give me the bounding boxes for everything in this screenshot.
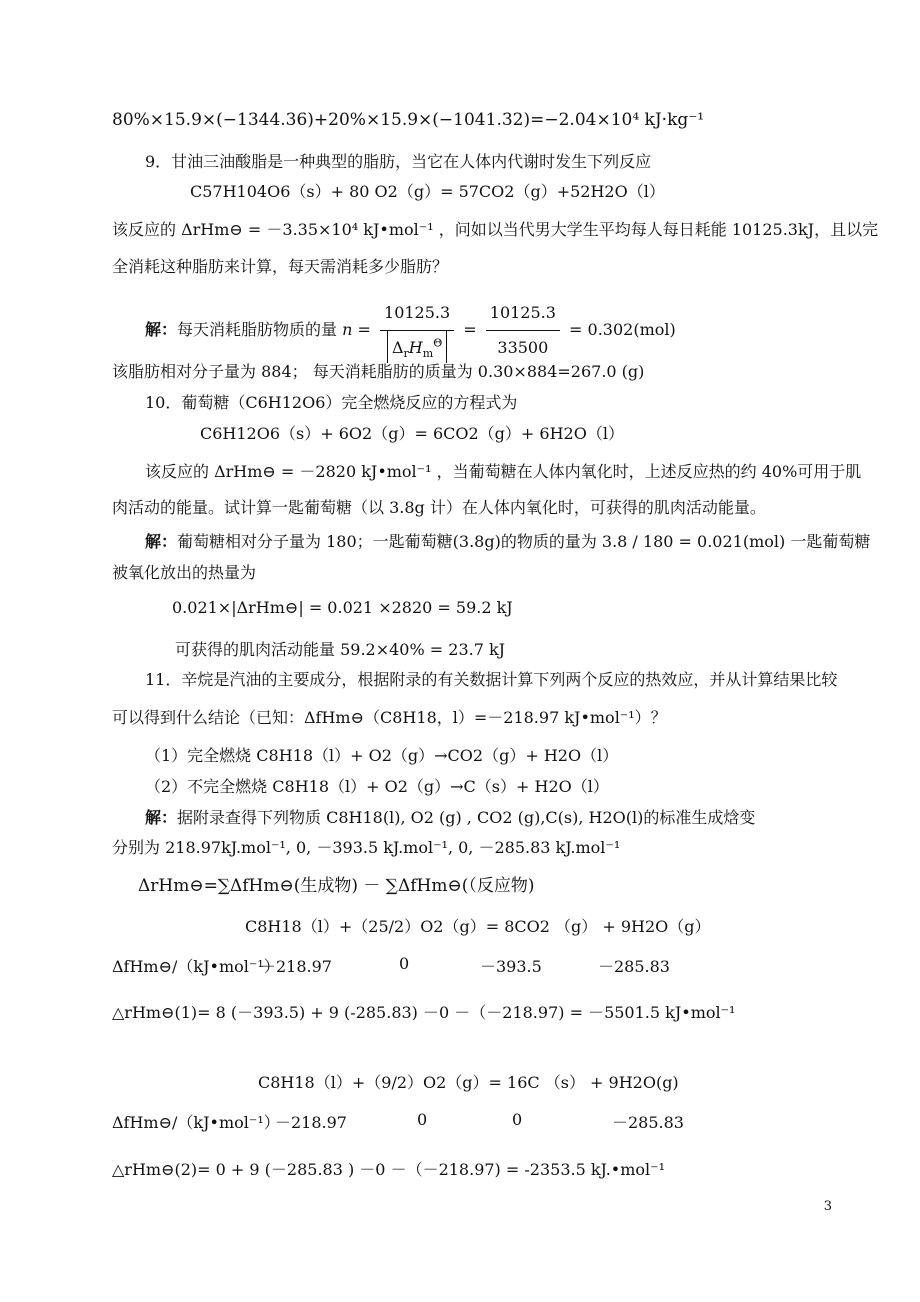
q11-formula: ΔrHm⊖=∑ΔfHm⊖(生成物) － ∑ΔfHm⊖(（反应物) bbox=[138, 876, 535, 896]
q11-reaction-1: （1）完全燃烧 C8H18（l）+ O2（g）→CO2（g）+ H2O（l） bbox=[145, 746, 619, 765]
rxn2-label: ΔfHm⊖/（kJ•mol⁻¹） bbox=[112, 1113, 280, 1132]
fraction-1-numerator: 10125.3 bbox=[380, 298, 454, 331]
q10-solution-line2: 被氧化放出的热量为 bbox=[112, 563, 257, 582]
rxn2-value-o2: 0 bbox=[417, 1110, 428, 1129]
q11-title-line2: 可以得到什么结论（已知：ΔfHm⊖（C8H18，l）=－218.97 kJ•mol⁻¹）？ bbox=[112, 708, 667, 727]
q9-result: = 0.302(mol) bbox=[569, 320, 676, 339]
q9-solution-label: 解： bbox=[145, 320, 178, 339]
page-number: 3 bbox=[823, 1199, 832, 1214]
q9-title: 9．甘油三油酸脂是一种典型的脂肪，当它在人体内代谢时发生下列反应 bbox=[145, 152, 652, 171]
rxn1-value-co2: －393.5 bbox=[480, 957, 542, 976]
q10-solution-text: 葡萄糖相对分子量为 180；一匙葡萄糖(3.8g)的物质的量为 3.8 / 180 = 0.021(mol) 一匙葡萄糖 bbox=[177, 532, 871, 551]
fraction-2-denominator: 33500 bbox=[497, 338, 549, 357]
rxn1-value-h2o: －285.83 bbox=[598, 957, 670, 976]
rxn1-value-c8h18: －218.97 bbox=[260, 957, 332, 976]
rxn1-equation: C8H18（l）+（25/2）O2（g）= 8CO2 （g） + 9H2O（g） bbox=[245, 917, 711, 936]
rxn1-label: ΔfHm⊖/（kJ•mol⁻¹） bbox=[112, 957, 280, 976]
q11-solution-label: 解： bbox=[145, 808, 178, 827]
fraction-1-denominator: $\Delta_rH_m^\Theta$ bbox=[387, 331, 447, 363]
q9-text-line1: 该反应的 ΔrHm⊖ = －3.35×10⁴ kJ•mol⁻¹ ，问如以当代男大学生平均每人每日耗能 10125.3kJ，且以完 bbox=[112, 220, 879, 239]
n-symbol: n bbox=[342, 320, 353, 339]
q11-solution-line2: 分别为 218.97kJ.mol⁻¹, 0, －393.5 kJ.mol⁻¹, 0, －285.83 kJ.mol⁻¹ bbox=[112, 838, 621, 857]
q10-title: 10．葡萄糖（C6H12O6）完全燃烧反应的方程式为 bbox=[145, 393, 518, 412]
rxn2-value-c: 0 bbox=[512, 1110, 523, 1129]
q10-solution-label: 解： bbox=[145, 532, 178, 551]
q11-solution-line1 bbox=[145, 808, 755, 828]
fraction-1 bbox=[380, 298, 454, 363]
q11-title: 11．辛烷是汽油的主要成分，根据附录的有关数据计算下列两个反应的热效应，并从计算结果比较 bbox=[145, 670, 838, 689]
rxn1-result: △rHm⊖(1)= 8 (－393.5) + 9 (-285.83) －0 －（－218.97) = －5501.5 kJ•mol⁻¹ bbox=[112, 1003, 736, 1022]
fraction-2-numerator: 10125.3 bbox=[486, 298, 560, 331]
q10-solution-line1 bbox=[145, 532, 870, 552]
q11-reaction-2: （2）不完全燃烧 C8H18（l）+ O2（g）→C（s）+ H2O（l） bbox=[145, 777, 609, 796]
rxn2-equation: C8H18（l）+（9/2）O2（g）= 16C （s） + 9H2O(g) bbox=[258, 1073, 679, 1092]
fraction-2 bbox=[486, 298, 560, 363]
rxn2-value-c8h18: －218.97 bbox=[275, 1113, 347, 1132]
q9-mass-line: 该脂肪相对分子量为 884； 每天消耗脂肪的质量为 0.30×884=267.0 (g) bbox=[112, 362, 645, 381]
q10-energy-line: 可获得的肌肉活动能量 59.2×40% = 23.7 kJ bbox=[175, 640, 506, 659]
q9-solution-row: 解：每天消耗脂肪物质的量 n = $\frac{10125.3}{\Delta_rH_m^\Theta}$ = $\frac{10125.3}{33500}$ = 0.302(mol) bbox=[145, 298, 676, 363]
q10-equation: C6H12O6（s）+ 6O2（g）= 6CO2（g）+ 6H2O（l） bbox=[200, 424, 624, 443]
rxn2-result: △rHm⊖(2)= 0 + 9 (－285.83 ) －0 －（－218.97) = -2353.5 kJ.•mol⁻¹ bbox=[112, 1160, 666, 1179]
q9-text-line2: 全消耗这种脂肪来计算，每天需消耗多少脂肪？ bbox=[112, 257, 449, 276]
q10-text-line1: 该反应的 ΔrHm⊖ = －2820 kJ•mol⁻¹ ，当葡萄糖在人体内氧化时，上述反应热的约 40%可用于肌 bbox=[145, 462, 862, 481]
rxn2-value-h2o: －285.83 bbox=[612, 1113, 684, 1132]
q9-equation: C57H104O6（s）+ 80 O2（g）= 57CO2（g）+52H2O（l） bbox=[190, 182, 665, 201]
top-calculation-line: 80%×15.9×(−1344.36)+20%×15.9×(−1041.32)=−2.04×10⁴ kJ·kg⁻¹ bbox=[112, 110, 705, 130]
q9-solution-text: 每天消耗脂肪物质的量 bbox=[177, 320, 338, 339]
rxn1-value-o2: 0 bbox=[399, 954, 410, 973]
q11-solution-text: 据附录查得下列物质 C8H18(l), O2 (g) , CO2 (g),C(s), H2O(l)的标准生成焓变 bbox=[177, 808, 756, 827]
q10-calc-line: 0.021×|ΔrHm⊖| = 0.021 ×2820 = 59.2 kJ bbox=[172, 598, 513, 617]
q10-text-line2: 肉活动的能量。试计算一匙葡萄糖（以 3.8g 计）在人体内氧化时，可获得的肌肉活动能量。 bbox=[112, 498, 766, 517]
